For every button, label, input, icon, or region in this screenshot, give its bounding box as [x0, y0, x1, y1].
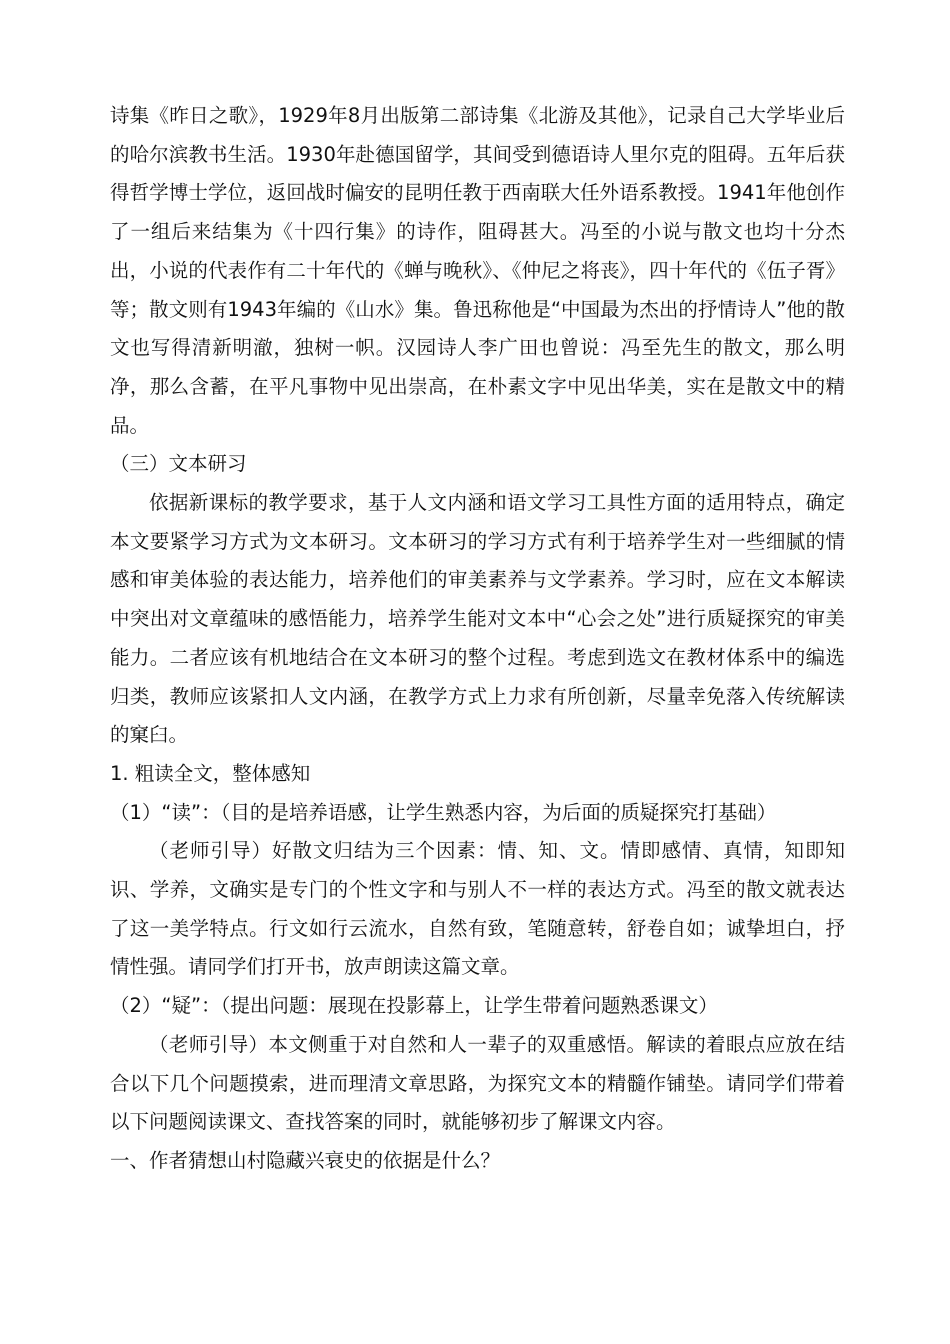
item-doubt: （2）“疑”：（提出问题：展现在投影幕上，让学生带着问题熟悉课文）: [110, 994, 718, 1018]
step-heading-skim-reading: 1. 粗读全文，整体感知: [110, 761, 311, 785]
paragraph-study-method: 依据新课标的教学要求，基于人文内涵和语文学习工具性方面的适用特点，确定本文要紧学习方式为文本研习。文本研习的学习方式有利于培养学生对一些细腻的情感和审美体验的表达能力，培养他们的审美素养与文学素养。学习时，应在文本解读中突出对文章蕴味的感悟能力，培养学生能对文本中“心会之处”进行质疑探究的审美能力。二者应该有机地结合在文本研习的整个过程。考虑到选文在教材体系中的编选归类，教师应该紧扣人文内涵，在教学方式上力求有所创新，尽量幸免落入传统解读的窠臼。: [110, 491, 845, 747]
paragraph-teacher-guide-doubt: （老师引导）本文侧重于对自然和人一辈子的双重感悟。解读的着眼点应放在结合以下几个问题摸索，进而理清文章思路，为探究文本的精髓作铺垫。请同学们带着以下问题阅读课文、查找答案的同时，就能够初步了解课文内容。: [110, 1032, 845, 1134]
document-page: [110, 97, 845, 1181]
paragraph-author-bio: 诗集《昨日之歌》，1929年8月出版第二部诗集《北游及其他》，记录自己大学毕业后的哈尔滨教书生活。1930年赴德国留学，其间受到德语诗人里尔克的阻碍。五年后获得哲学博士学位，返回战时偏安的昆明任教于西南联大任外语系教授。1941年他创作了一组后来结集为《十四行集》的诗作，阻碍甚大。冯至的小说与散文也均十分杰出，小说的代表作有二十年代的《蝉与晚秋》、《仲尼之将丧》，四十年代的《伍子胥》等；散文则有1943年编的《山水》集。鲁迅称他是“中国最为杰出的抒情诗人”他的散文也写得清新明澈，独树一帜。汉园诗人李广田也曾说：冯至先生的散文，那么明净，那么含蓄，在平凡事物中见出崇高，在朴素文字中见出华美，实在是散文中的精品。: [110, 104, 845, 437]
paragraph-teacher-guide-read: （老师引导）好散文归结为三个因素：情、知、文。情即感情、真情，知即知识、学养，文确实是专门的个性文字和与别人不一样的表达方式。冯至的散文就表达了这一美学特点。行文如行云流水，自然有致，笔随意转，舒卷自如；诚挚坦白，抒情性强。请同学们打开书，放声朗读这篇文章。: [110, 839, 845, 979]
question-one: 一、作者猜想山村隐藏兴衰史的依据是什么？: [110, 1148, 501, 1172]
item-read: （1）“读”：（目的是培养语感，让学生熟悉内容，为后面的质疑探究打基础）: [110, 800, 777, 824]
section-heading-text-study: （三）文本研习: [110, 452, 247, 476]
